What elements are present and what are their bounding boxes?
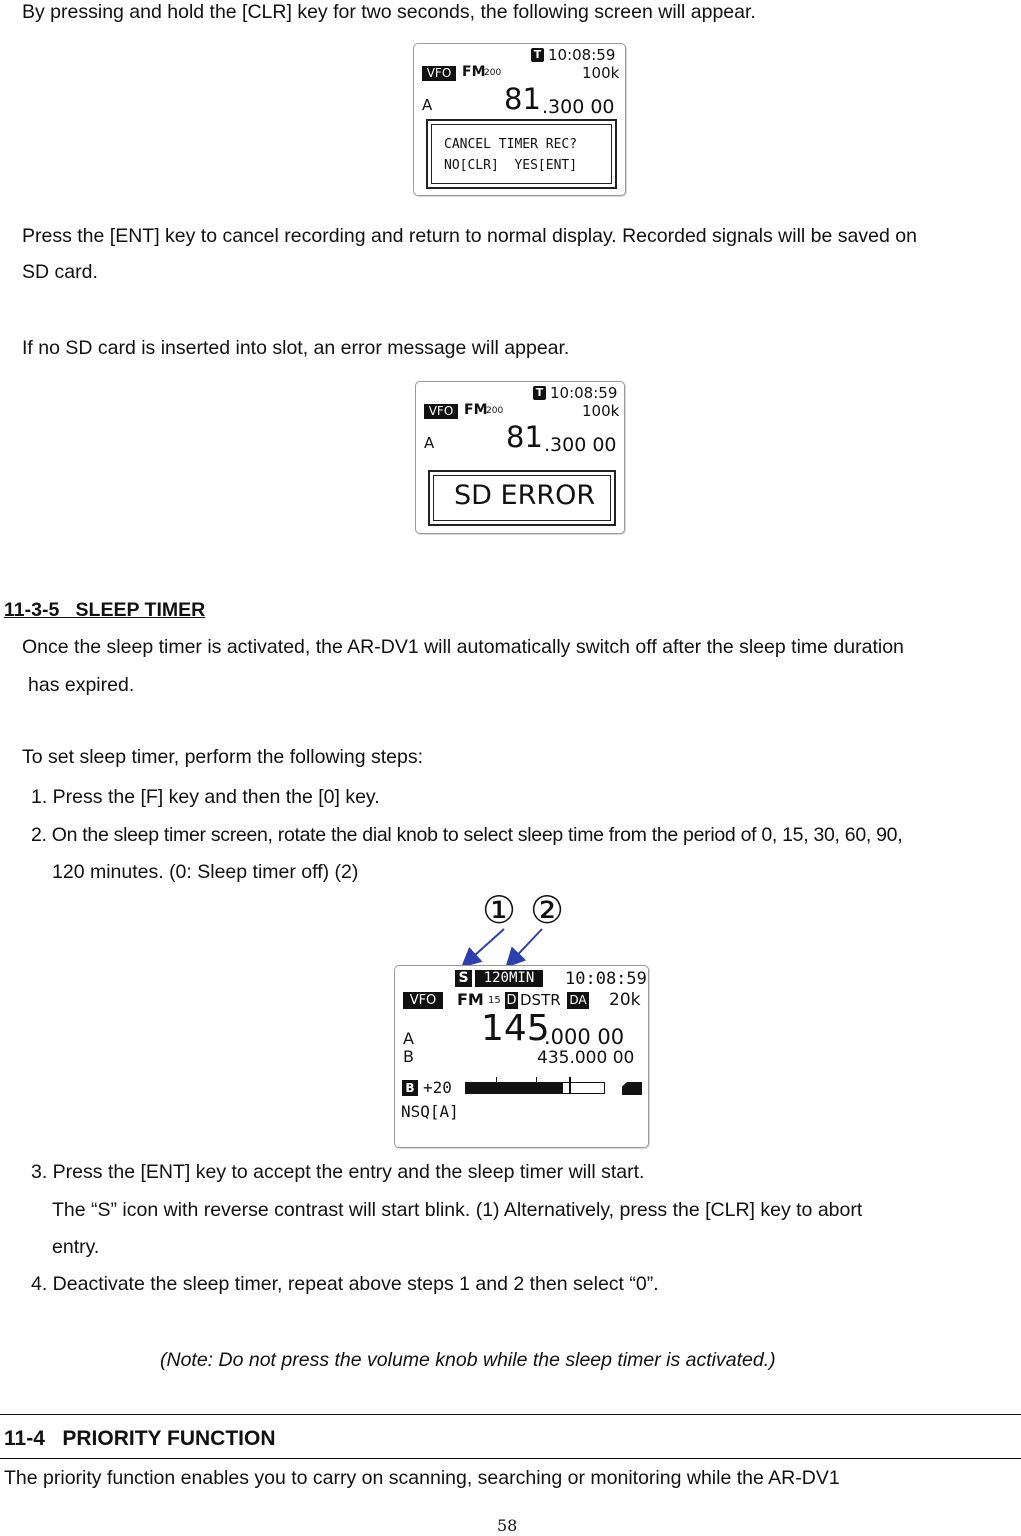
vfo-a-label: A bbox=[424, 434, 435, 452]
dialog-question: CANCEL TIMER REC? bbox=[444, 137, 578, 152]
priority-desc: The priority function enables you to carry on scanning, searching or monitoring while the AR-DV1 bbox=[4, 1467, 840, 1489]
s-meter bbox=[465, 1082, 605, 1094]
sleep-timer-heading: 11-3-5 SLEEP TIMER bbox=[4, 599, 206, 621]
step-label: 20k bbox=[609, 990, 641, 1010]
steps-intro: To set sleep timer, perform the following steps: bbox=[22, 746, 424, 768]
vfo-badge: VFO bbox=[403, 992, 443, 1009]
mode-label: FM bbox=[464, 402, 488, 418]
digital-mode: DSTR bbox=[520, 991, 561, 1009]
lcd-screen-cancel-timer bbox=[413, 43, 626, 196]
callout-1: ① bbox=[482, 888, 517, 932]
page-number: 58 bbox=[497, 1516, 518, 1535]
arrow-to-sleep-time bbox=[508, 929, 542, 965]
cancel-dialog bbox=[426, 119, 617, 189]
digital-icon: D bbox=[506, 993, 517, 1008]
intro-text: By pressing and hold the [CLR] key for two seconds, the following screen will appear. bbox=[22, 1, 756, 23]
error-dialog bbox=[428, 470, 616, 526]
sd-card-icon bbox=[622, 1082, 642, 1095]
clock: 10:08:59 bbox=[565, 969, 647, 989]
sd-error-message: SD ERROR bbox=[454, 480, 596, 511]
no-sd-paragraph: If no SD card is inserted into slot, an error message will appear. bbox=[22, 337, 570, 359]
frequency-main: 81 bbox=[506, 420, 543, 454]
step-4: 4. Deactivate the sleep timer, repeat above steps 1 and 2 then select “0”. bbox=[31, 1273, 659, 1295]
vfo-a-label: A bbox=[403, 1029, 414, 1048]
vfo-b-label: B bbox=[403, 1047, 414, 1066]
timer-icon: T bbox=[531, 48, 544, 62]
step-2-line2: 120 minutes. (0: Sleep timer off) (2) bbox=[52, 861, 359, 883]
sleep-desc-line2: has expired. bbox=[28, 674, 135, 696]
lcd-screen-sd-error bbox=[415, 381, 625, 534]
vfo-badge: VFO bbox=[422, 66, 456, 81]
signal-level: +20 bbox=[423, 1078, 452, 1097]
step-label: 100k bbox=[582, 64, 620, 82]
squelch-label: NSQ[A] bbox=[401, 1102, 459, 1121]
s-meter-fill bbox=[466, 1083, 563, 1093]
frequency-a-main: 145 bbox=[481, 1008, 550, 1049]
sleep-desc-line1: Once the sleep timer is activated, the AR-DV1 will automatically switch off after the sleep time duration bbox=[22, 636, 904, 658]
clock: 10:08:59 bbox=[550, 384, 618, 402]
mode-label: FM bbox=[462, 64, 486, 80]
arrow-to-sleep-icon bbox=[464, 929, 504, 965]
frequency-decimal: .300 00 bbox=[544, 434, 617, 456]
frequency-main: 81 bbox=[504, 82, 541, 116]
callout-2: ② bbox=[530, 888, 565, 932]
priority-heading: 11-4 PRIORITY FUNCTION bbox=[4, 1427, 276, 1450]
mode-label: FM bbox=[457, 990, 484, 1009]
sleep-icon: S bbox=[455, 970, 472, 987]
step-3-line3: entry. bbox=[52, 1236, 100, 1258]
mode-sub: 15 bbox=[488, 995, 501, 1006]
ent-paragraph-line1: Press the [ENT] key to cancel recording and return to normal display. Recorded signals will be saved on bbox=[22, 225, 917, 247]
mode-sub: 200 bbox=[486, 406, 504, 416]
dialog-options: NO[CLR] YES[ENT] bbox=[444, 158, 578, 173]
vfo-a-label: A bbox=[422, 96, 433, 114]
mode-sub: 200 bbox=[484, 68, 502, 78]
ent-paragraph-line2: SD card. bbox=[22, 261, 98, 283]
clock: 10:08:59 bbox=[548, 46, 616, 64]
timer-icon: T bbox=[533, 386, 546, 400]
vfo-badge: VFO bbox=[424, 404, 458, 419]
step-2-line1: 2. On the sleep timer screen, rotate the dial knob to select sleep time from the period of 0, 15, 30, 60, 90, bbox=[31, 824, 903, 846]
b-icon: B bbox=[402, 1080, 418, 1096]
step-label: 100k bbox=[582, 402, 620, 420]
frequency-b: 435.000 00 bbox=[537, 1048, 635, 1068]
frequency-decimal: .300 00 bbox=[542, 96, 615, 118]
note: (Note: Do not press the volume knob while the sleep timer is activated.) bbox=[160, 1349, 776, 1371]
section-rule-top bbox=[0, 1414, 1021, 1415]
lcd-screen-sleep-timer bbox=[394, 965, 649, 1148]
frequency-a-decimal: .000 00 bbox=[544, 1025, 625, 1049]
sleep-time: 120MIN bbox=[475, 970, 543, 987]
step-3-line1: 3. Press the [ENT] key to accept the entry and the sleep timer will start. bbox=[31, 1161, 645, 1183]
step-3-line2: The “S” icon with reverse contrast will start blink. (1) Alternatively, press the [CLR] key to abort bbox=[52, 1199, 863, 1221]
da-icon: DA bbox=[567, 992, 589, 1009]
section-rule-bottom bbox=[0, 1458, 1021, 1459]
step-1: 1. Press the [F] key and then the [0] key. bbox=[31, 786, 380, 808]
